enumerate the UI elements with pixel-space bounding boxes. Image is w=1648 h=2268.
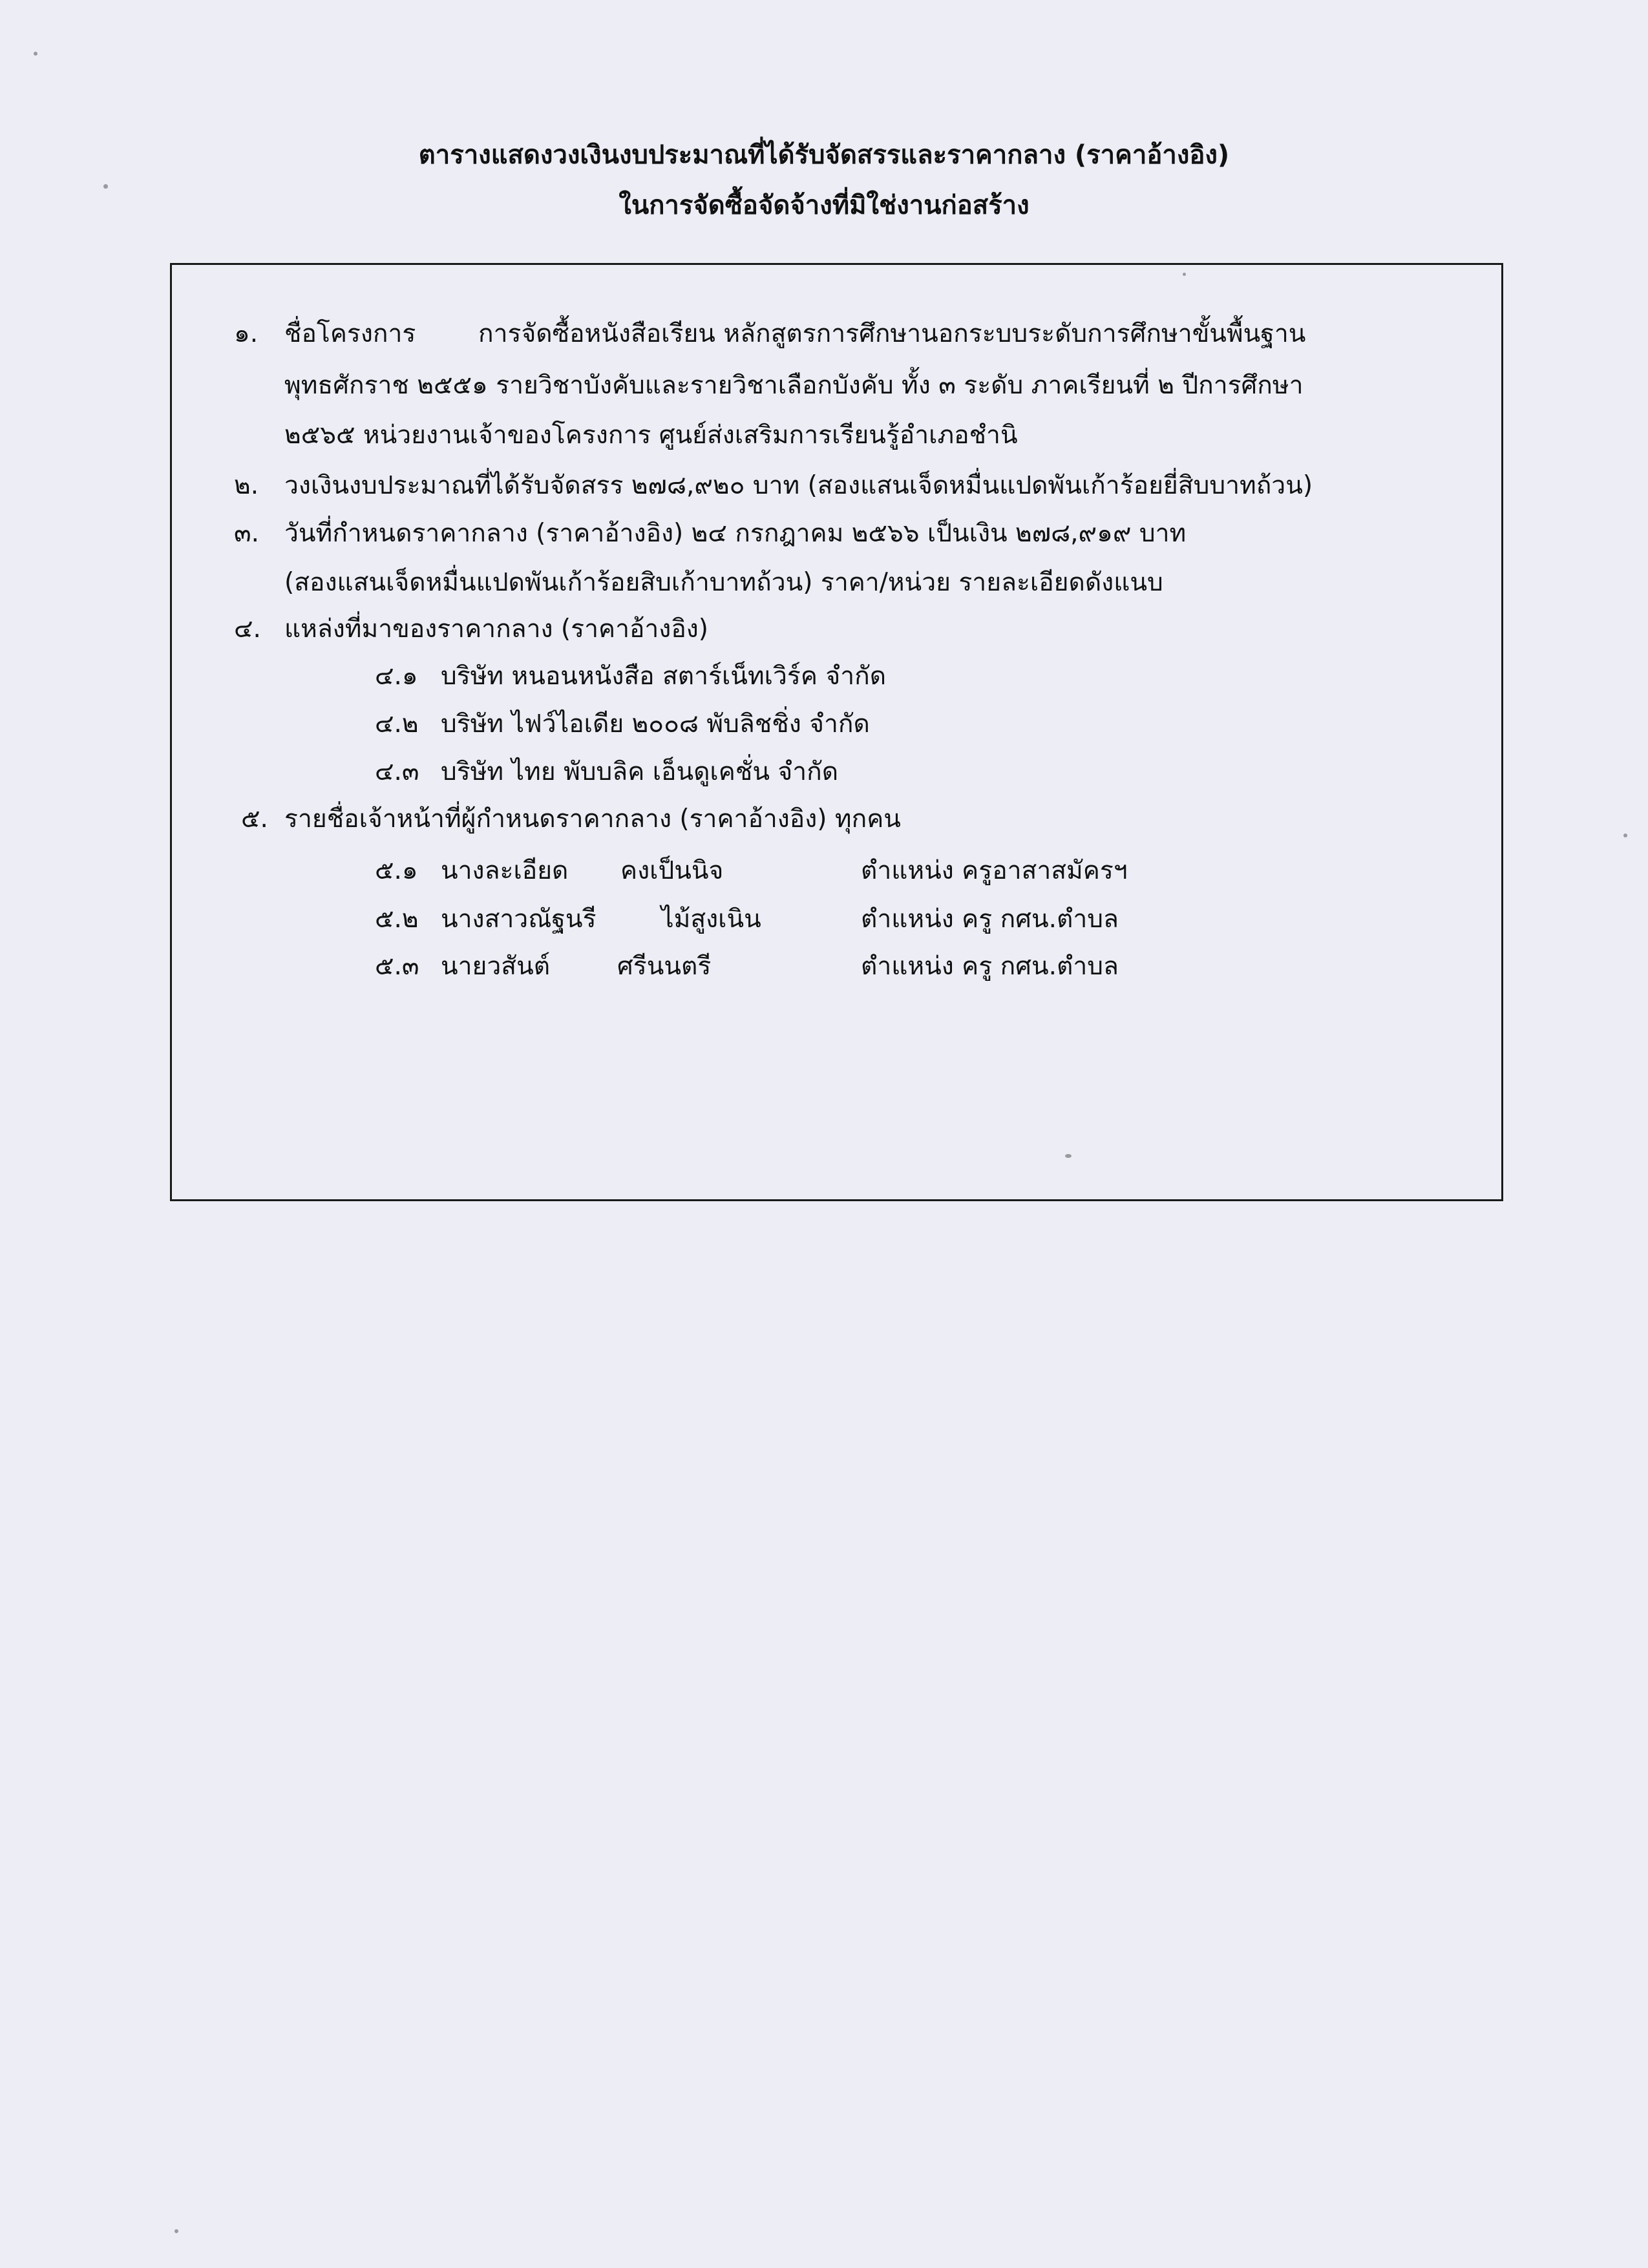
item-4-text: แหล่งที่มาของราคากลาง (ราคาอ้างอิง)	[284, 614, 709, 644]
official-3-surname: ศรีนนตรี	[617, 952, 712, 981]
scan-speck	[1623, 834, 1627, 837]
item-2-number: ๒.	[234, 471, 259, 500]
source-1-company: บริษัท หนอนหนังสือ สตาร์เน็ทเวิร์ค จำกัด	[441, 662, 887, 691]
item-5-text: รายชื่อเจ้าหน้าที่ผู้กำหนดราคากลาง (ราคาอ้างอิง) ทุกคน	[284, 804, 901, 834]
item-3-line-2: (สองแสนเจ็ดหมื่นแปดพันเก้าร้อยสิบเก้าบาทถ้วน) ราคา/หน่วย รายละเอียดดังแนบ	[284, 568, 1163, 597]
scan-speck	[1183, 273, 1186, 276]
item-3-number: ๓.	[234, 519, 260, 548]
item-1-text: การจัดซื้อหนังสือเรียน หลักสูตรการศึกษานอกระบบระดับการศึกษาขั้นพื้นฐาน	[478, 319, 1306, 348]
source-2-number: ๔.๒	[375, 709, 419, 739]
official-2-surname: ไม้สูงเนิน	[661, 905, 761, 934]
item-1-line-3: ๒๕๖๕ หน่วยงานเจ้าของโครงการ ศูนย์ส่งเสริมการเรียนรู้อำเภอชำนิ	[284, 421, 1018, 450]
document-title-line-1: ตารางแสดงวงเงินงบประมาณที่ได้รับจัดสรรและราคากลาง (ราคาอ้างอิง)	[418, 140, 1230, 170]
scan-speck	[174, 2229, 178, 2233]
item-5-number: ๕.	[241, 804, 268, 834]
item-1-line-2: พุทธศักราช ๒๕๕๑ รายวิชาบังคับและรายวิชาเลือกบังคับ ทั้ง ๓ ระดับ ภาคเรียนที่ ๒ ปีการศึกษา	[284, 371, 1304, 400]
official-3-number: ๕.๓	[375, 952, 419, 981]
document-title-line-2: ในการจัดซื้อจัดจ้างที่มิใช่งานก่อสร้าง	[618, 191, 1030, 220]
source-2-company: บริษัท ไฟว์ไอเดีย ๒๐๐๘ พับลิชชิ่ง จำกัด	[441, 709, 870, 739]
official-1-number: ๕.๑	[375, 856, 418, 885]
item-2-text: วงเงินงบประมาณที่ได้รับจัดสรร ๒๗๘,๙๒๐ บาท (สองแสนเจ็ดหมื่นแปดพันเก้าร้อยยี่สิบบาทถ้วน)	[284, 471, 1313, 500]
source-3-number: ๔.๓	[375, 757, 419, 786]
official-3-position: ตำแหน่ง ครู กศน.ตำบล	[861, 952, 1119, 981]
scan-speck	[103, 184, 108, 189]
scan-speck	[34, 52, 37, 56]
official-1-position: ตำแหน่ง ครูอาสาสมัครฯ	[861, 856, 1128, 885]
item-1-label: ชื่อโครงการ	[284, 319, 416, 348]
scan-speck	[1065, 1154, 1072, 1158]
item-1-number: ๑.	[234, 319, 259, 348]
item-4-number: ๔.	[234, 614, 261, 644]
item-3-text: วันที่กำหนดราคากลาง (ราคาอ้างอิง) ๒๔ กรกฎาคม ๒๕๖๖ เป็นเงิน ๒๗๘,๙๑๙ บาท	[284, 519, 1187, 548]
official-3-name: นายวสันต์	[441, 952, 551, 981]
official-1-surname: คงเป็นนิจ	[620, 856, 724, 885]
official-2-name: นางสาวณัฐนรี	[441, 905, 597, 934]
official-2-number: ๕.๒	[375, 905, 419, 934]
official-2-position: ตำแหน่ง ครู กศน.ตำบล	[861, 905, 1119, 934]
source-3-company: บริษัท ไทย พับบลิค เอ็นดูเคชั่น จำกัด	[441, 757, 839, 786]
source-1-number: ๔.๑	[375, 662, 418, 691]
official-1-name: นางละเอียด	[441, 856, 569, 885]
